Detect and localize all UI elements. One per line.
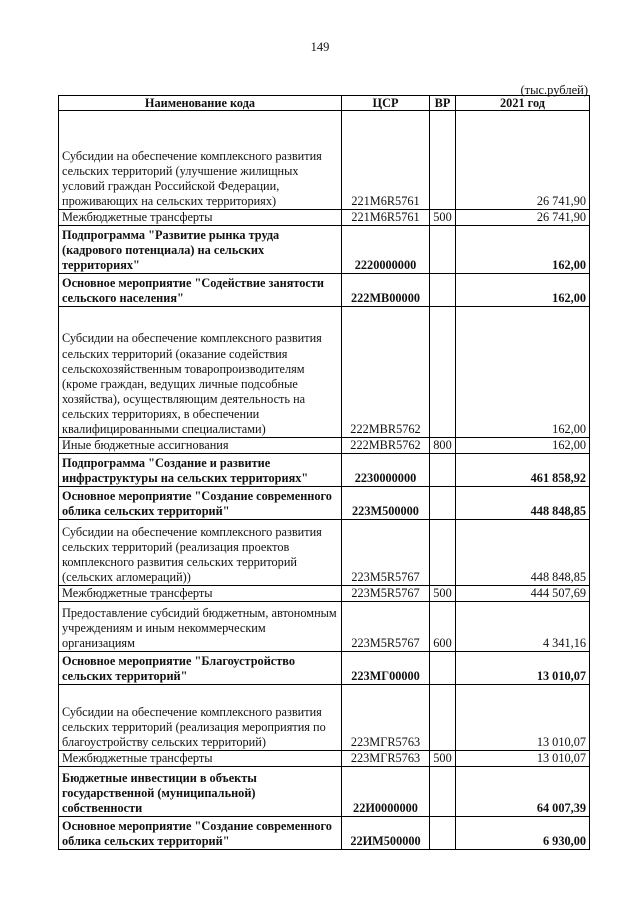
row-sum: 162,00 bbox=[456, 307, 590, 438]
row-sum: 444 507,69 bbox=[456, 586, 590, 602]
table-row bbox=[59, 210, 590, 226]
row-sum: 26 741,90 bbox=[456, 210, 590, 226]
table-row bbox=[59, 487, 590, 520]
row-csr: 223МГR5763 bbox=[342, 685, 430, 751]
row-sum: 162,00 bbox=[456, 274, 590, 307]
table-row bbox=[59, 454, 590, 487]
row-vr bbox=[430, 226, 456, 274]
row-vr: 500 bbox=[430, 751, 456, 767]
table-row bbox=[59, 767, 590, 817]
row-vr bbox=[430, 274, 456, 307]
row-vr: 500 bbox=[430, 210, 456, 226]
row-csr: 223М500000 bbox=[342, 487, 430, 520]
row-sum: 461 858,92 bbox=[456, 454, 590, 487]
column-header-vr: ВР bbox=[430, 96, 456, 111]
row-csr: 222МВ00000 bbox=[342, 274, 430, 307]
row-sum: 448 848,85 bbox=[456, 487, 590, 520]
row-name: Основное мероприятие "Создание современного облика сельских территорий" bbox=[59, 817, 342, 850]
row-name: Иные бюджетные ассигнования bbox=[59, 438, 342, 454]
row-csr: 223МГ00000 bbox=[342, 652, 430, 685]
row-vr bbox=[430, 767, 456, 817]
row-name: Основное мероприятие "Содействие занятости сельского населения" bbox=[59, 274, 342, 307]
row-name: Субсидии на обеспечение комплексного развития сельских территорий (реализация проектов комплексного развития сельских территорий (сельских агломераций)) bbox=[59, 520, 342, 586]
row-csr: 223М5R5767 bbox=[342, 520, 430, 586]
row-vr bbox=[430, 111, 456, 210]
table-row bbox=[59, 685, 590, 751]
row-csr: 223М5R5767 bbox=[342, 602, 430, 652]
row-vr bbox=[430, 685, 456, 751]
row-vr bbox=[430, 454, 456, 487]
row-csr: 222МВR5762 bbox=[342, 307, 430, 438]
row-vr bbox=[430, 652, 456, 685]
row-csr: 222МВR5762 bbox=[342, 438, 430, 454]
row-sum: 162,00 bbox=[456, 438, 590, 454]
table-row bbox=[59, 817, 590, 850]
row-name: Межбюджетные трансферты bbox=[59, 586, 342, 602]
row-csr: 221М6R5761 bbox=[342, 210, 430, 226]
row-sum: 448 848,85 bbox=[456, 520, 590, 586]
table-row bbox=[59, 751, 590, 767]
row-name: Подпрограмма "Развитие рынка труда (кадрового потенциала) на сельских территориях" bbox=[59, 226, 342, 274]
row-sum: 13 010,07 bbox=[456, 652, 590, 685]
table-row bbox=[59, 111, 590, 210]
table-row bbox=[59, 602, 590, 652]
table-row bbox=[59, 520, 590, 586]
column-header-name: Наименование кода bbox=[59, 96, 342, 111]
row-vr bbox=[430, 307, 456, 438]
table-row bbox=[59, 307, 590, 438]
table-row bbox=[59, 652, 590, 685]
row-name: Межбюджетные трансферты bbox=[59, 751, 342, 767]
row-name: Субсидии на обеспечение комплексного развития сельских территорий (улучшение жилищных условий граждан Российской Федерации, проживающих на сельских территориях) bbox=[59, 111, 342, 210]
row-name: Основное мероприятие "Благоустройство сельских территорий" bbox=[59, 652, 342, 685]
row-name: Межбюджетные трансферты bbox=[59, 210, 342, 226]
row-vr: 500 bbox=[430, 586, 456, 602]
table-row bbox=[59, 226, 590, 274]
row-vr bbox=[430, 520, 456, 586]
table-row bbox=[59, 274, 590, 307]
units-label: (тыс.рублей) bbox=[520, 83, 588, 97]
row-csr: 221М6R5761 bbox=[342, 111, 430, 210]
row-vr bbox=[430, 817, 456, 850]
row-csr: 2220000000 bbox=[342, 226, 430, 274]
row-sum: 13 010,07 bbox=[456, 751, 590, 767]
row-sum: 6 930,00 bbox=[456, 817, 590, 850]
row-vr: 800 bbox=[430, 438, 456, 454]
row-name: Субсидии на обеспечение комплексного развития сельских территорий (оказание содействия сельскохозяйственным товаропроизводителям (кроме граждан, ведущих личные подсобные хозяйства), осуществляющим деятельность на сельских территориях, в обеспечении квалифицированными специалистами) bbox=[59, 307, 342, 438]
row-csr: 22ИМ500000 bbox=[342, 817, 430, 850]
row-csr: 2230000000 bbox=[342, 454, 430, 487]
row-vr: 600 bbox=[430, 602, 456, 652]
row-csr: 223МГR5763 bbox=[342, 751, 430, 767]
row-name: Бюджетные инвестиции в объекты государственной (муниципальной) собственности bbox=[59, 767, 342, 817]
row-sum: 162,00 bbox=[456, 226, 590, 274]
table-header-row bbox=[59, 96, 590, 111]
table-row bbox=[59, 586, 590, 602]
row-csr: 22И0000000 bbox=[342, 767, 430, 817]
page-number: 149 bbox=[310, 40, 330, 54]
table-row bbox=[59, 438, 590, 454]
budget-table bbox=[58, 95, 590, 850]
row-name: Субсидии на обеспечение комплексного развития сельских территорий (реализация мероприятия по благоустройству сельских территорий) bbox=[59, 685, 342, 751]
row-name: Предоставление субсидий бюджетным, автономным учреждениям и иным некоммерческим организациям bbox=[59, 602, 342, 652]
row-csr: 223М5R5767 bbox=[342, 586, 430, 602]
row-sum: 4 341,16 bbox=[456, 602, 590, 652]
row-sum: 64 007,39 bbox=[456, 767, 590, 817]
column-header-year: 2021 год bbox=[456, 96, 590, 111]
row-vr bbox=[430, 487, 456, 520]
row-name: Подпрограмма "Создание и развитие инфраструктуры на сельских территориях" bbox=[59, 454, 342, 487]
row-sum: 13 010,07 bbox=[456, 685, 590, 751]
column-header-csr: ЦСР bbox=[342, 96, 430, 111]
row-name: Основное мероприятие "Создание современного облика сельских территорий" bbox=[59, 487, 342, 520]
row-sum: 26 741,90 bbox=[456, 111, 590, 210]
